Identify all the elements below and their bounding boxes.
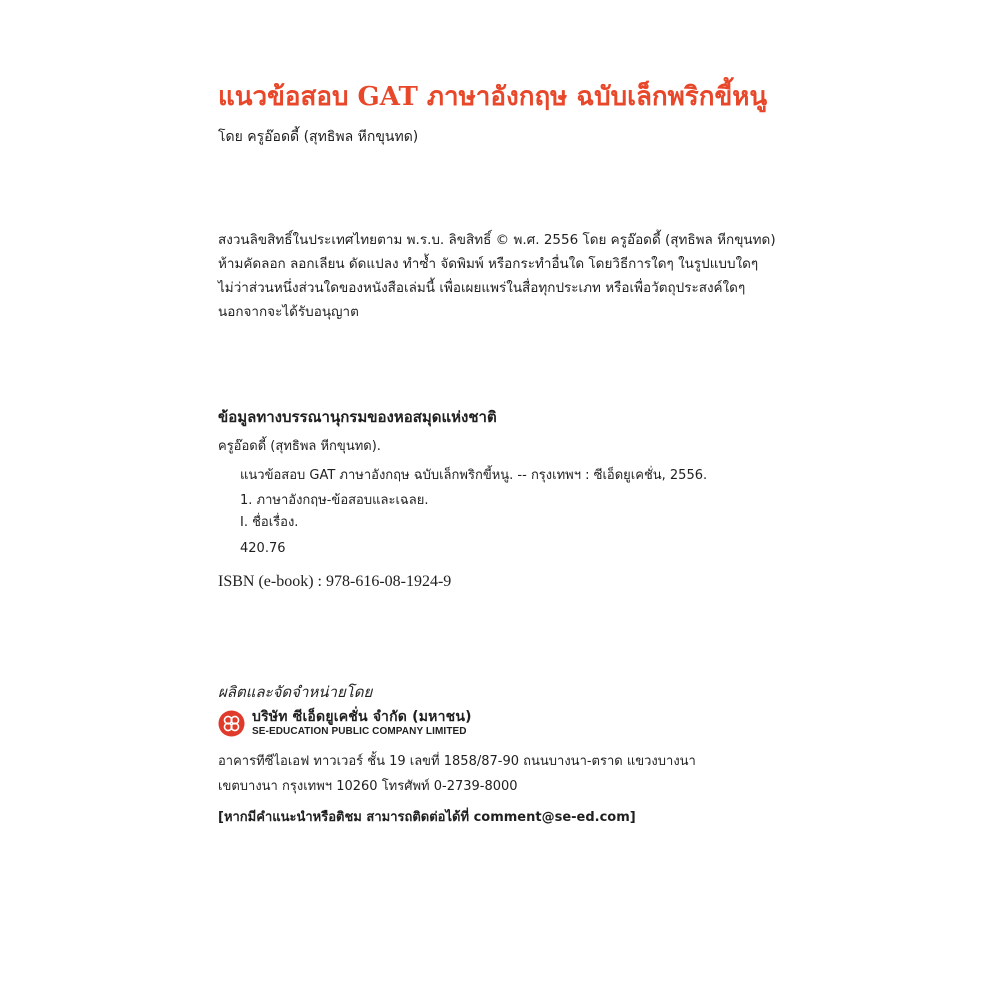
author-line: โดย ครูอ๊อดดี้ (สุทธิพล หีกขุนทด) [218, 129, 419, 145]
publisher-company [218, 706, 472, 740]
company-name-thai: บริษัท ซีเอ็ดยูเคชั่น จำกัด (มหาชน) [252, 708, 472, 725]
copyright-notice [218, 228, 776, 324]
cip-title-entry: แนวข้อสอบ GAT ภาษาอังกฤษ ฉบับเล็กพริกขี้หนู. -- กรุงเทพฯ : ซีเอ็ดยูเคชั่น, 2556. [240, 468, 708, 483]
cip-subject-1: 1. ภาษาอังกฤษ-ข้อสอบและเฉลย. [240, 493, 429, 508]
cip-main-entry: ครูอ๊อดดี้ (สุทธิพล หีกขุนทด). [218, 439, 381, 454]
isbn: ISBN (e-book) : 978-616-08-1924-9 [218, 573, 452, 590]
cip-classification: 420.76 [240, 541, 286, 556]
copyright-line: นอกจากจะได้รับอนุญาต [218, 304, 359, 320]
copyright-line: สงวนลิขสิทธิ์ในประเทศไทยตาม พ.ร.บ. ลิขสิทธิ์ © พ.ศ. 2556 โดย ครูอ๊อดดี้ (สุทธิพล หีกขุนทด) [218, 232, 776, 248]
feedback-contact: [หากมีคำแนะนำหรือติชม สามารถติดต่อได้ที่ comment@se-ed.com] [218, 810, 636, 825]
company-name-english: SE-EDUCATION PUBLIC COMPANY LIMITED [252, 725, 467, 737]
publisher-address [218, 749, 696, 799]
copyright-line: ห้ามคัดลอก ลอกเลียน ดัดแปลง ทำซ้ำ จัดพิมพ์ หรือกระทำอื่นใด โดยวิธีการใดๆ ในรูปแบบใดๆ [218, 256, 759, 272]
address-line: อาคารทีซีไอเอฟ ทาวเวอร์ ชั้น 19 เลขที่ 1858/87-90 ถนนบางนา-ตราด แขวงบางนา [218, 754, 696, 769]
se-ed-logo-icon [218, 710, 245, 737]
cip-heading: ข้อมูลทางบรรณานุกรมของหอสมุดแห่งชาติ [218, 408, 497, 426]
publisher-label: ผลิตและจัดจำหน่ายโดย [218, 683, 373, 701]
address-line: เขตบางนา กรุงเทพฯ 10260 โทรศัพท์ 0-2739-8000 [218, 779, 518, 794]
cip-subject-2: I. ชื่อเรื่อง. [240, 515, 299, 530]
copyright-line: ไม่ว่าส่วนหนึ่งส่วนใดของหนังสือเล่มนี้ เพื่อเผยแพร่ในสื่อทุกประเภท หรือเพื่อวัตถุประสงค์ใดๆ [218, 280, 746, 296]
book-title: แนวข้อสอบ GAT ภาษาอังกฤษ ฉบับเล็กพริกขี้หนู [218, 82, 768, 112]
